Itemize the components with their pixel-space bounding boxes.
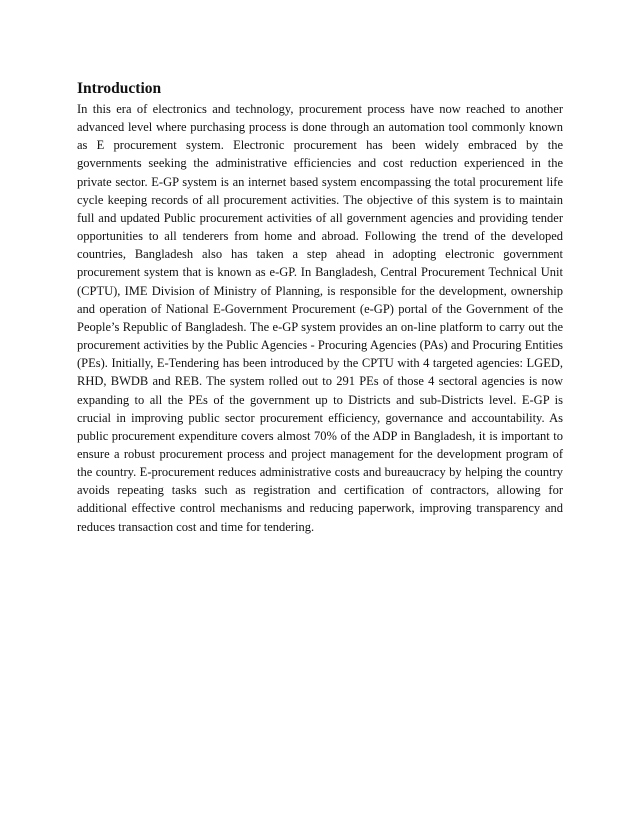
section-heading: Introduction (77, 80, 162, 97)
body-paragraph: In this era of electronics and technology, procurement process have now reached to another advanced level where purchasing process is done through an automation tool commonly known as E procurement system. Electronic procurement has been widely embraced by the governments seeking the administrative efficiencies and cost reduction experienced in the private sector. E-GP system is an internet based system encompassing the total procurement life cycle keeping records of all procurement activities. The objective of this system is to maintain full and updated Public procurement activities of all government agencies and providing tender opportunities to all tenderers from home and abroad. Following the trend of the developed countries, Bangladesh also has taken a step ahead in adopting electronic government procurement system that is known as e-GP. In Bangladesh, Central Procurement Technical Unit (CPTU), IME Division of Ministry of Planning, is responsible for the development, ownership and operation of National E-Government Procurement (e-GP) portal of the Government of the People’s Republic of Bangladesh. The e-GP system provides an on-line platform to carry out the procurement activities by the Public Agencies - Procuring Agencies (PAs) and Procuring Entities (PEs). Initially, E-Tendering has been introduced by the CPTU with 4 targeted agencies: LGED, RHD, BWDB and REB. The system rolled out to 291 PEs of those 4 sectoral agencies is now expanding to all the PEs of the government up to Districts and sub-Districts level. E-GP is crucial in improving public sector procurement efficiency, governance and accountability. As public procurement expenditure covers almost 70% of the ADP in Bangladesh, it is important to ensure a robust procurement process and project management for the development program of the country. E-procurement reduces administrative costs and bureaucracy by helping the country avoids repeating tasks such as registration and certification of contractors, allowing for additional effective control mechanisms and reducing paperwork, improving transparency and reduces transaction cost and time for tendering. (77, 102, 563, 534)
